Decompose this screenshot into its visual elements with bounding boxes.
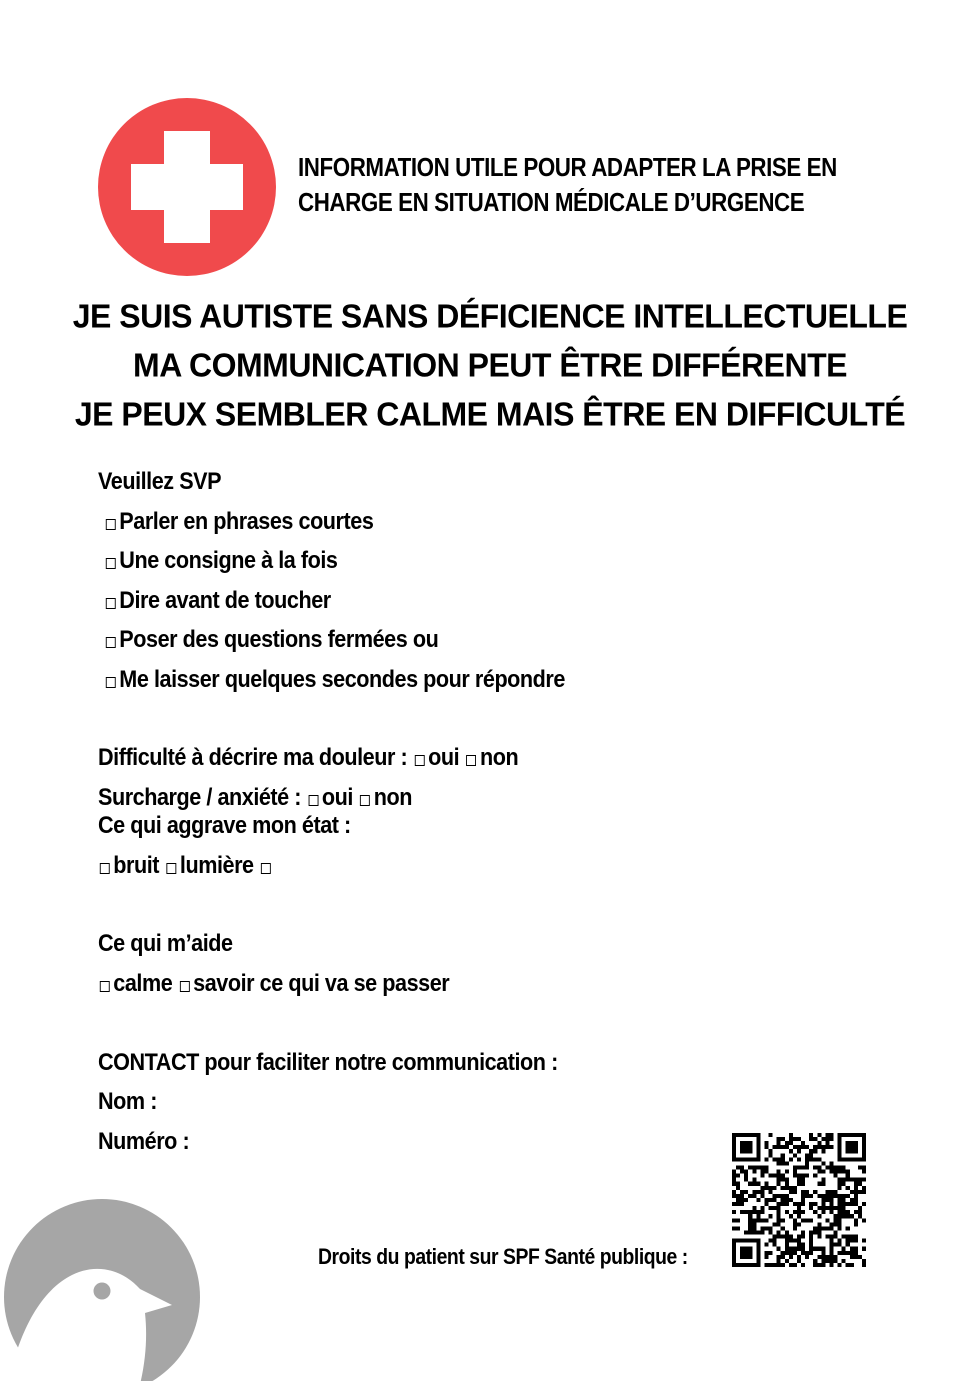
please-item-label: Parler en phrases courtes (119, 508, 374, 535)
calm-checkbox[interactable] (100, 981, 110, 992)
helps-label: Ce qui m’aide (98, 930, 233, 957)
overload-yes-checkbox[interactable] (308, 795, 318, 806)
please-item-label: Une consigne à la fois (119, 547, 338, 574)
header-title-line-1: INFORMATION UTILE POUR ADAPTER LA PRISE EN (298, 152, 837, 182)
overload-row (98, 784, 412, 812)
checkbox[interactable] (106, 519, 116, 530)
main-title-line-3: JE PEUX SEMBLER CALME MAIS ÊTRE EN DIFFICULTÉ (74, 395, 906, 433)
know-what-happens-checkbox[interactable] (180, 981, 190, 992)
helps-options (98, 970, 449, 998)
pain-yes-checkbox[interactable] (415, 755, 425, 766)
overload-no-label: non (373, 784, 413, 811)
pain-yes-label: oui (428, 744, 460, 771)
dove-logo-icon (0, 1195, 210, 1381)
overload-label: Surcharge / anxiété : (98, 784, 302, 811)
checkbox[interactable] (106, 677, 116, 688)
checkbox[interactable] (106, 598, 116, 609)
please-item-label: Poser des questions fermées ou (119, 626, 439, 653)
please-heading: Veuillez SVP (98, 468, 222, 495)
checkbox[interactable] (106, 637, 116, 648)
main-title-line-1: JE SUIS AUTISTE SANS DÉFICIENCE INTELLECTUELLE (72, 297, 908, 335)
please-item (104, 508, 373, 536)
contact-number-label: Numéro : (98, 1128, 190, 1155)
aggravates-label: Ce qui aggrave mon état : (98, 812, 351, 839)
patient-rights-text: Droits du patient sur SPF Santé publique : (318, 1244, 688, 1269)
please-item (104, 547, 337, 575)
light-checkbox[interactable] (166, 863, 176, 874)
noise-checkbox[interactable] (100, 863, 110, 874)
qr-code[interactable] (732, 1133, 866, 1267)
please-item (104, 587, 331, 615)
overload-yes-label: oui (321, 784, 353, 811)
header-title-line-2: CHARGE EN SITUATION MÉDICALE D’URGENCE (298, 187, 805, 217)
pain-label: Difficulté à décrire ma douleur : (98, 744, 408, 771)
pain-no-checkbox[interactable] (466, 755, 476, 766)
light-label: lumière (179, 852, 254, 879)
pain-row (98, 744, 518, 772)
please-item (104, 666, 565, 694)
please-item (104, 626, 438, 654)
please-item-label: Dire avant de toucher (119, 587, 331, 614)
other-checkbox[interactable] (261, 863, 271, 874)
aggravates-options (98, 852, 274, 880)
please-item-label: Me laisser quelques secondes pour répondre (119, 666, 565, 693)
know-what-happens-label: savoir ce qui va se passer (193, 970, 450, 997)
overload-no-checkbox[interactable] (360, 795, 370, 806)
noise-label: bruit (113, 852, 160, 879)
contact-heading: CONTACT pour faciliter notre communication : (98, 1049, 558, 1076)
pain-no-label: non (479, 744, 519, 771)
medical-cross-icon (97, 97, 277, 277)
main-title-line-2: MA COMMUNICATION PEUT ÊTRE DIFFÉRENTE (133, 346, 847, 384)
checkbox[interactable] (106, 558, 116, 569)
contact-name-label: Nom : (98, 1088, 157, 1115)
calm-label: calme (113, 970, 173, 997)
